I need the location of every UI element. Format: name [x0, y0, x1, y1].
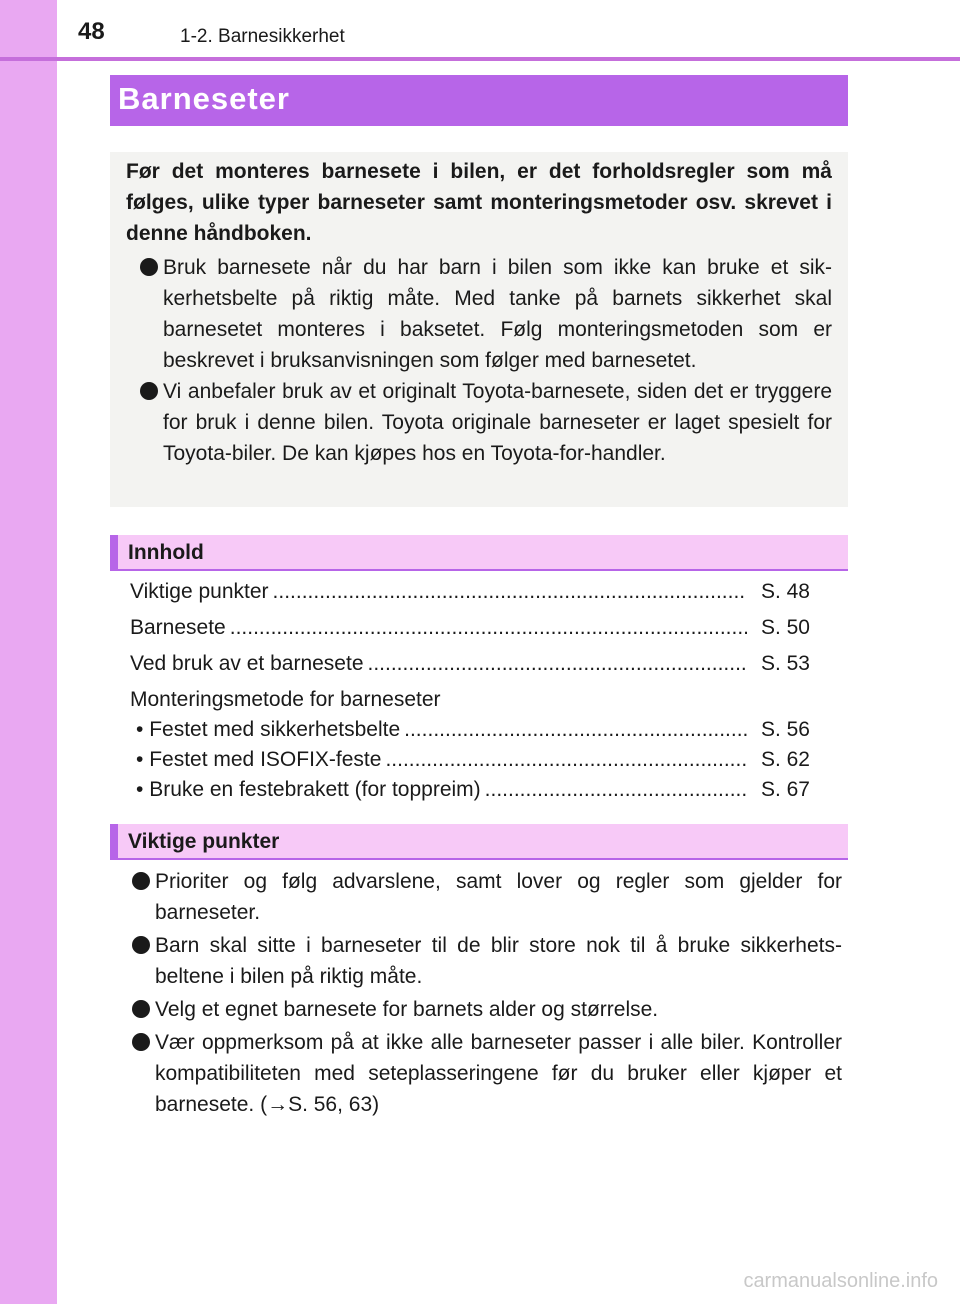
bullet-dot-icon — [132, 1000, 150, 1018]
key-point-text: Velg et egnet barnesete for barnets alder og størrelse. — [155, 998, 659, 1021]
bullet-dot-icon — [132, 936, 150, 954]
toc-label: • Festet med sikkerhetsbelte — [136, 718, 400, 742]
toc-entry[interactable] — [130, 616, 810, 644]
toc-page-ref: S. 62 — [760, 748, 810, 771]
toc-page-ref: S. 53 — [760, 652, 810, 675]
toc-page-ref: S. 48 — [760, 580, 810, 603]
key-point-text: Barn skal sitte i barneseter til de blir store nok til å bruke sikkerhets-beltene i bilen på riktig måte. — [155, 934, 842, 988]
toc-leader — [273, 580, 747, 604]
toc-page-ref: S. 67 — [760, 778, 810, 801]
bullet-dot-icon — [132, 1033, 150, 1051]
toc-label: • Festet med ISOFIX-feste — [136, 748, 381, 772]
breadcrumb: 1-2. Barnesikkerhet — [180, 26, 345, 47]
toc-label: • Bruke en festebrakett (for toppreim) — [136, 778, 481, 802]
toc-sub-entry[interactable] — [136, 778, 810, 806]
section-header-contents — [110, 535, 848, 571]
intro-bullet-text: Bruk barnesete når du har barn i bilen som ikke kan bruke et sik-kerhetsbelte på riktig måte. Med tanke på barnets sikkerhet skal barnesetet monteres i baksetet. Følg monteringsmetoden som er beskrevet i bruksanvisningen som følger med barnesetet. — [163, 256, 832, 372]
page-number: 48 — [78, 18, 105, 45]
section-header-key-points — [110, 824, 848, 860]
side-color-band — [0, 0, 57, 1304]
toc-page-ref: S. 56 — [760, 718, 810, 741]
header-rule — [0, 57, 960, 61]
intro-bullet-text: Vi anbefaler bruk av et originalt Toyota-barnesete, siden det er tryggere for bruk i denne bilen. Toyota originale barneseter er laget spesielt for Toyota-biler. De kan kjøpes hos en Toyota-for-handler. — [163, 380, 832, 465]
key-point-text: Prioriter og følg advarslene, samt lover og regler som gjelder for barneseter. — [155, 870, 842, 924]
toc-leader — [368, 652, 747, 676]
page-title: Barneseter — [118, 81, 290, 116]
toc-label: Viktige punkter — [130, 580, 269, 603]
bullet-dot-icon — [132, 872, 150, 890]
toc-label: Ved bruk av et barnesete — [130, 652, 364, 675]
toc-group-label: Monteringsmetode for barneseter — [130, 688, 441, 711]
toc-page-ref: S. 50 — [760, 616, 810, 639]
intro-lead: Før det monteres barnesete i bilen, er det forholdsregler som må følges, ulike typer barneseter samt monteringsmetoder osv. skrevet i denne håndboken. — [126, 160, 832, 245]
watermark: carmanualsonline.info — [743, 1270, 938, 1292]
bullet-dot-icon — [140, 258, 158, 276]
toc-leader — [230, 616, 747, 640]
toc-label: Barnesete — [130, 616, 226, 639]
section-heading: Innhold — [128, 541, 204, 564]
toc-sub-entry[interactable] — [136, 748, 810, 776]
section-heading: Viktige punkter — [128, 830, 280, 853]
toc-entry[interactable] — [130, 652, 810, 680]
toc-sub-entry[interactable] — [136, 718, 810, 746]
toc-leader — [385, 748, 747, 772]
toc-leader — [485, 778, 747, 802]
bullet-dot-icon — [140, 382, 158, 400]
intro-box — [110, 152, 848, 507]
page-title-bar — [110, 75, 848, 126]
toc-entry[interactable] — [130, 580, 810, 608]
key-point-text: Vær oppmerksom på at ikke alle barneseter passer i alle biler. Kontroller kompatibiliteten med seteplasseringene før du bruker eller kjøper et barnesete. (→S. 56, 63) — [155, 1031, 842, 1116]
toc-leader — [404, 718, 747, 742]
